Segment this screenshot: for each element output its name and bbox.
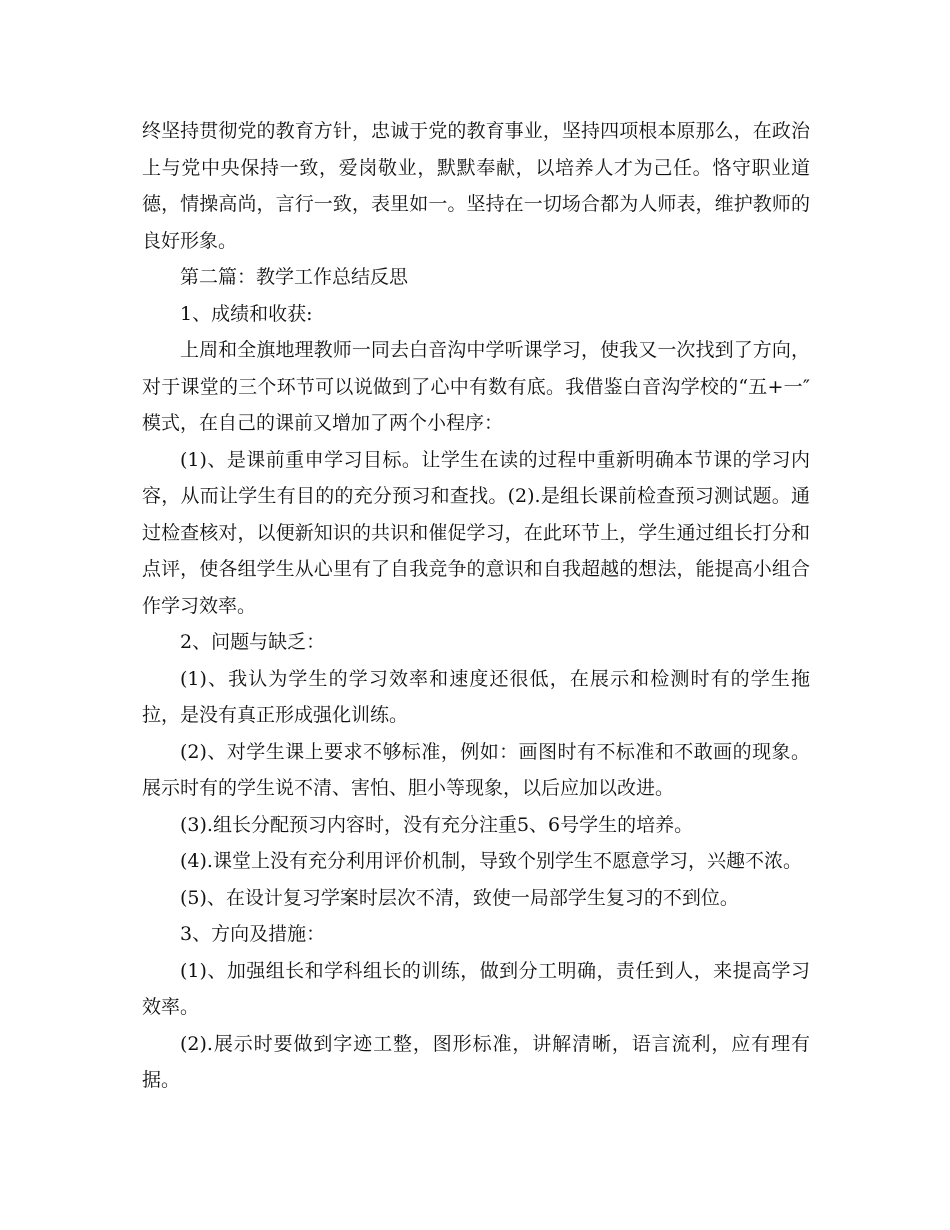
list-item: (5)、在设计复习学案时层次不清，致使一局部学生复习的不到位。 [180, 886, 739, 909]
paragraph: (1)、是课前重申学习目标。让学生在读的过程中重新明确本节课的学习内容，从而让学生有目的的充分预习和查找。(2).是组长课前检查预习测试题。通过检查核对，以便新知识的共识和催促学习，在此环节上，学生通过组长打分和点评，使各组学生从心里有了自我竞争的意识和自我超越的想法，能提高小组合作学习效率。 [142, 448, 810, 617]
list-item: (1)、加强组长和学科组长的训练，做到分工明确，责任到人，来提高学习效率。 [142, 959, 810, 1018]
document-body [142, 113, 810, 1099]
paragraph: 上周和全旗地理教师一同去白音沟中学听课学习，使我又一次找到了方向，对于课堂的三个环节可以说做到了心中有数有底。我借鉴白音沟学校的“五+一″模式，在自己的课前又增加了两个小程序： [142, 339, 810, 434]
subheading-measures: 3、方向及措施： [180, 923, 326, 945]
section-heading: 第二篇：教学工作总结反思 [180, 266, 409, 288]
list-item: (2)、对学生课上要求不够标准，例如：画图时有不标准和不敢画的现象。展示时有的学生说不清、害怕、胆小等现象，以后应加以改进。 [142, 740, 810, 799]
paragraph-continuation: 终坚持贯彻党的教育方针，忠诚于党的教育事业，坚持四项根本原那么，在政治上与党中央保持一致，爱岗敬业，默默奉献，以培养人才为己任。恪守职业道德，情操高尚，言行一致，表里如一。坚持在一切场合都为人师表，维护教师的良好形象。 [142, 120, 810, 252]
subheading-problems: 2、问题与缺乏： [180, 631, 326, 653]
list-item: (3).组长分配预习内容时，没有充分注重5、6号学生的培养。 [180, 813, 694, 836]
list-item: (2).展示时要做到字迹工整，图形标准，讲解清晰，语言流利，应有理有据。 [142, 1032, 810, 1091]
subheading-achievements: 1、成绩和收获: [180, 302, 313, 325]
list-item: (1)、我认为学生的学习效率和速度还很低，在展示和检测时有的学生拖拉，是没有真正形成强化训练。 [142, 667, 810, 726]
list-item: (4).课堂上没有充分利用评价机制，导致个别学生不愿意学习，兴趣不浓。 [180, 850, 802, 872]
